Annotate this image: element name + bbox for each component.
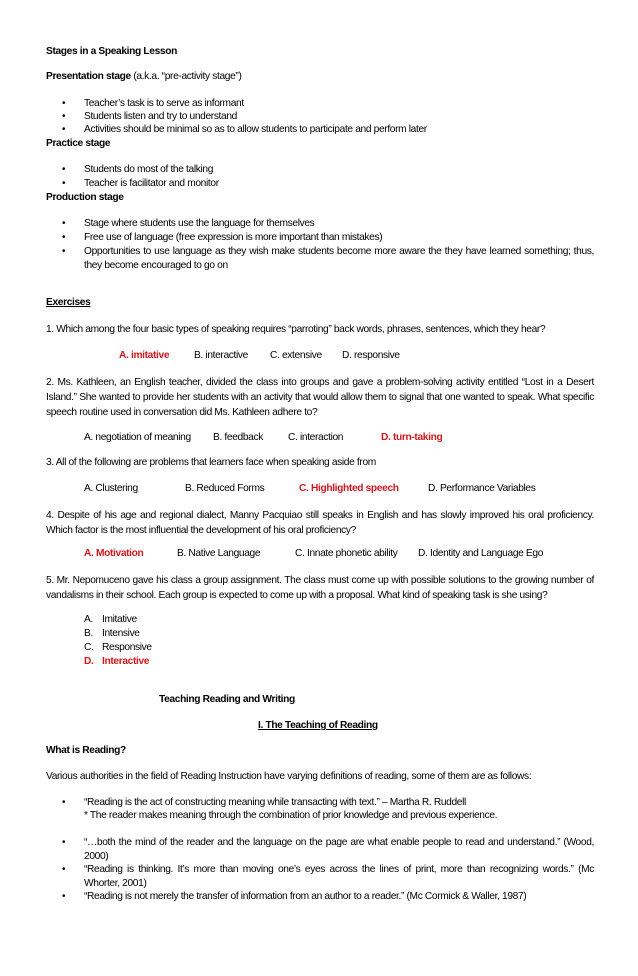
presentation-heading: Presentation stage: [46, 71, 131, 82]
q1-option-b: B. interactive: [194, 350, 248, 361]
presentation-heading-line: [46, 70, 242, 84]
q5-option-b: B. Intensive: [84, 628, 140, 639]
q1-option-d: D. responsive: [342, 350, 400, 361]
question-1: 1. Which among the four basic types of speaking requires “parroting” back words, phrases, sentences, which they hear?: [46, 324, 546, 335]
question-2: 2. Ms. Kathleen, an English teacher, divided the class into groups and gave a problem-solving activity entitled “Lost in a Desert Island.” She wanted to provide her students with an activity that would allow them to signal that one wanted to speak. What specific speech routine used in conversation did Ms. Kathleen adhere to?: [46, 377, 594, 418]
q3-option-d: D. Performance Variables: [428, 483, 536, 494]
q5-option-c: C. Responsive: [84, 642, 152, 653]
page-title: Stages in a Speaking Lesson: [46, 46, 177, 57]
question-5: 5. Mr. Nepomuceno gave his class a group assignment. The class must come up with possible solutions to the growing number of vandalisms in their school. Each group is expected to come up with a proposal. What kind of speaking task is she using?: [46, 575, 594, 601]
bullet-icon: •: [62, 218, 66, 229]
practice-bullet: Teacher is facilitator and monitor: [84, 178, 219, 189]
production-bullet: Opportunities to use language as they wish make students become more aware the they have learned something; thus, they become encouraged to go on: [84, 246, 594, 271]
bullet-icon: •: [62, 111, 66, 122]
q5-option-d-answer: D. Interactive: [84, 656, 150, 667]
section-title: Teaching Reading and Writing: [159, 694, 295, 705]
q3-option-a: A. Clustering: [84, 483, 138, 494]
bullet-icon: •: [62, 891, 66, 902]
reading-quote: “Reading is not merely the transfer of information from an author to a reader.” (Mc Cormick & Waller, 1987): [84, 891, 527, 902]
reading-quote: “Reading is thinking. It’s more than moving one’s eyes across the lines of print, more than recognizing words.” (Mc Whorter, 2001): [84, 864, 594, 889]
reading-intro: Various authorities in the field of Reading Instruction have varying definitions of reading, some of them are as follows:: [46, 771, 532, 782]
q2-option-d-answer: D. turn-taking: [381, 432, 443, 443]
q4-option-d: D. Identity and Language Ego: [418, 548, 544, 559]
presentation-note: (a.k.a. “pre-activity stage”): [133, 71, 242, 82]
production-bullet: Free use of language (free expression is more important than mistakes): [84, 232, 383, 243]
bullet-icon: •: [62, 98, 66, 109]
production-bullet: Stage where students use the language for themselves: [84, 218, 315, 229]
reading-question: What is Reading?: [46, 745, 126, 756]
part-title: I. The Teaching of Reading: [258, 720, 378, 731]
q1-option-a-answer: A. imitative: [119, 350, 170, 361]
q5-option-a: A. Imitative: [84, 614, 137, 625]
bullet-icon: •: [62, 232, 66, 243]
practice-heading: Practice stage: [46, 138, 111, 149]
q3-option-b: B. Reduced Forms: [185, 483, 265, 494]
q4-option-c: C. Innate phonetic ability: [295, 548, 398, 559]
reading-quote: “Reading is the act of constructing meaning while transacting with text.” – Martha R. Ruddell: [84, 797, 466, 808]
production-heading: Production stage: [46, 192, 124, 203]
presentation-bullet: Activities should be minimal so as to allow students to participate and perform later: [84, 124, 427, 135]
bullet-icon: •: [62, 837, 66, 848]
q4-option-b: B. Native Language: [177, 548, 261, 559]
bullet-icon: •: [62, 246, 66, 257]
presentation-bullet: Students listen and try to understand: [84, 111, 237, 122]
presentation-bullet: Teacher’s task is to serve as informant: [84, 98, 244, 109]
q2-option-a: A. negotiation of meaning: [84, 432, 191, 443]
q2-option-b: B. feedback: [213, 432, 263, 443]
q1-option-c: C. extensive: [270, 350, 322, 361]
bullet-icon: •: [62, 864, 66, 875]
question-3: 3. All of the following are problems that learners face when speaking aside from: [46, 457, 376, 468]
exercises-heading: Exercises: [46, 297, 91, 308]
reading-quote: “…both the mind of the reader and the language on the page are what enable people to read and understand.” (Wood, 2000): [84, 837, 594, 862]
reading-quote-note: * The reader makes meaning through the combination of prior knowledge and previous experience.: [84, 810, 498, 821]
bullet-icon: •: [62, 164, 66, 175]
q3-option-c-answer: C. Highlighted speech: [299, 483, 399, 494]
bullet-icon: •: [62, 178, 66, 189]
q4-option-a-answer: A. Motivation: [84, 548, 144, 559]
q2-option-c: C. interaction: [288, 432, 344, 443]
bullet-icon: •: [62, 797, 66, 808]
question-4: 4. Despite of his age and regional dialect, Manny Pacquiao still speaks in English and has slowly improved his oral proficiency. Which factor is the most influential the development of his oral proficiency?: [46, 510, 594, 536]
bullet-icon: •: [62, 124, 66, 135]
practice-bullet: Students do most of the talking: [84, 164, 214, 175]
